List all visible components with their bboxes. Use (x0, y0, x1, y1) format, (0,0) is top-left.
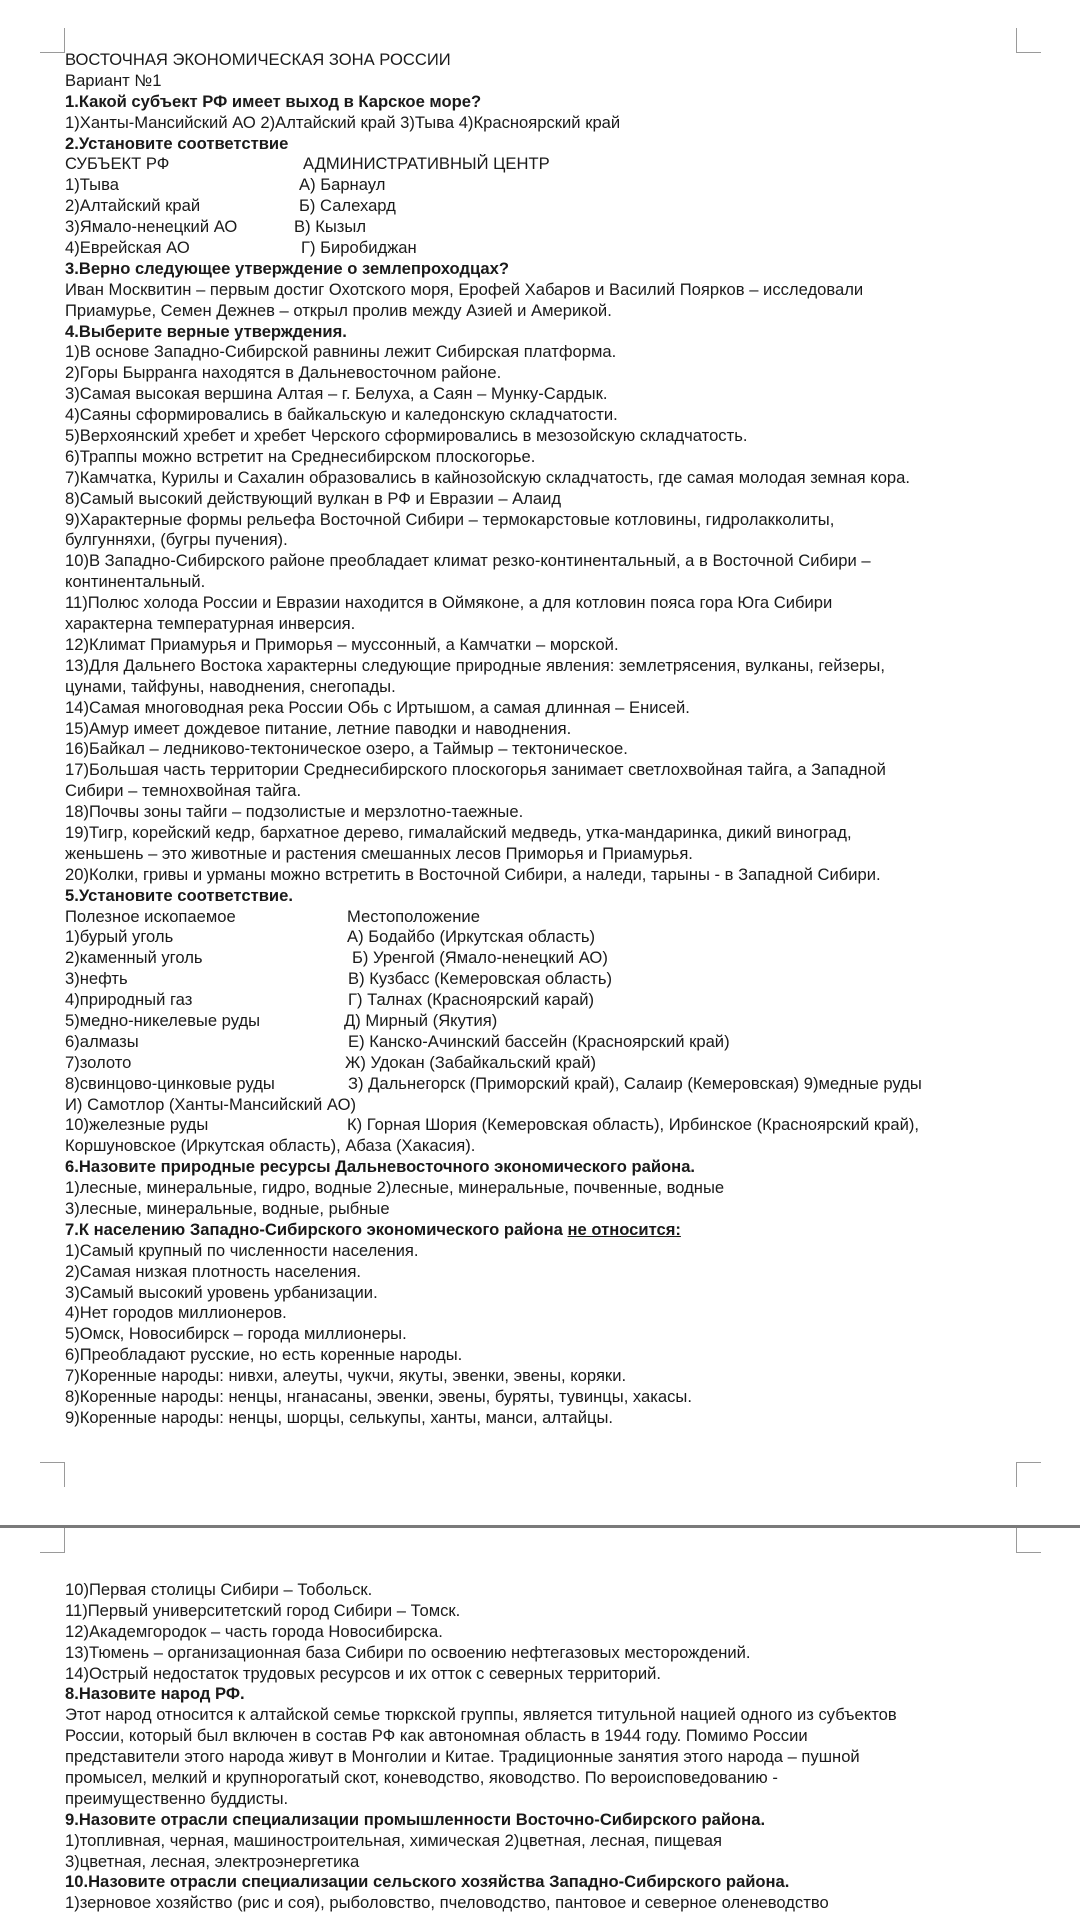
answer-option-line: 3)лесные, минеральные, водные, рыбные (65, 1198, 390, 1218)
answer-option-line: 1)лесные, минеральные, гидро, водные 2)лесные, минеральные, почвенные, водные (65, 1178, 725, 1198)
match-right: В) Кызыл (294, 217, 367, 237)
column-header-right: Местоположение (347, 906, 480, 926)
match-left: 1)Тыва (65, 175, 119, 195)
match-left: 2)Алтайский край (65, 196, 201, 216)
statement-line: 18)Почвы зоны тайги – подзолистые и мерзлотно-таежные. (65, 802, 524, 822)
statement-line: 11)Первый университетский город Сибири – Томск. (65, 1600, 461, 1620)
statement-line: 19)Тигр, корейский кедр, бархатное дерево, гималайский медведь, утка-мандаринка, дикий виноград, (65, 822, 852, 842)
match-right: Г) Талнах (Красноярский карай) (348, 990, 595, 1010)
column-header-right: АДМИНИСТРАТИВНЫЙ ЦЕНТР (303, 154, 550, 174)
question-8-heading: 8.Назовите народ РФ. (65, 1684, 245, 1704)
statement-line: женьшень – это животные и растения смешанных лесов Приморья и Приамурья. (65, 843, 693, 863)
question-3-text: Приамурье, Семен Дежнев – открыл пролив между Азией и Америкой. (65, 300, 612, 320)
match-right: Б) Уренгой (Ямало-ненецкий АО) (352, 948, 608, 968)
variant-label: Вариант №1 (65, 70, 162, 90)
statement-line: континентальный. (65, 572, 206, 592)
match-left: 4)природный газ (65, 990, 193, 1010)
match-row (65, 990, 1025, 1011)
question-9-heading: 9.Назовите отрасли специализации промышленности Восточно-Сибирского района. (65, 1809, 766, 1829)
statement-line: 17)Большая часть территории Среднесибирского плоскогорья занимает светлохвойная тайга, а Западной (65, 760, 886, 780)
statement-line: 13)Для Дальнего Востока характерны следующие природные явления: землетрясения, вулканы, гейзеры, (65, 655, 885, 675)
statement-line: Сибири – темнохвойная тайга. (65, 781, 302, 801)
question-3-text: Иван Москвитин – первым достиг Охотского моря, Ерофей Хабаров и Василий Поярков – исследовали (65, 279, 864, 299)
match-right: Д) Мирный (Якутия) (344, 1010, 498, 1030)
match-right: Б) Салехард (299, 196, 396, 216)
statement-line: 20)Колки, гривы и урманы можно встретить в Восточной Сибири, а наледи, тарыны - в Западной Сибири. (65, 864, 881, 884)
answer-option-line: 1)зерновое хозяйство (рис и соя), рыболовство, пчеловодство, пантовое и северное оленеводство (65, 1893, 829, 1913)
question-5-heading: 5.Установите соответствие. (65, 885, 293, 905)
match-row (65, 927, 1025, 948)
match-left: 1)бурый уголь (65, 927, 174, 947)
question-6-heading: 6.Назовите природные ресурсы Дальневосточного экономического района. (65, 1157, 696, 1177)
match-left: 7)золото (65, 1052, 132, 1072)
column-header-left: Полезное ископаемое (65, 906, 236, 926)
statement-line: 5)Омск, Новосибирск – города миллионеры. (65, 1324, 407, 1344)
match-right: А) Бодайбо (Иркутская область) (347, 927, 596, 947)
column-header-left: СУБЪЕКТ РФ (65, 154, 170, 174)
question-2-table-header (65, 154, 1025, 175)
statement-line: 3)Самый высокий уровень урбанизации. (65, 1282, 378, 1302)
match-row (65, 948, 1025, 969)
page-corner-mark (40, 28, 65, 53)
match-left: 3)нефть (65, 969, 128, 989)
statement-line: 10)Первая столицы Сибири – Тобольск. (65, 1580, 373, 1599)
statement-line: 11)Полюс холода России и Евразии находится в Оймяконе, а для котловин пояса гора Юга Сибири (65, 593, 833, 613)
question-2-heading: 2.Установите соответствие (65, 133, 289, 153)
question-10-heading: 10.Назовите отрасли специализации сельского хозяйства Западно-Сибирского района. (65, 1872, 790, 1892)
match-right: Г) Биробиджан (301, 238, 417, 258)
statement-line: 5)Верхоянский хребет и хребет Черского сформировались в мезозойскую складчатость. (65, 426, 748, 446)
statement-line: цунами, тайфуны, наводнения, снегопады. (65, 676, 396, 696)
statement-line: 16)Байкал – ледниково-тектоническое озеро, а Таймыр – тектоническое. (65, 739, 628, 759)
match-left: 5)медно-никелевые руды (65, 1010, 261, 1030)
statement-line: 8)Коренные народы: ненцы, нганасаны, эвенки, эвены, буряты, тувинцы, хакасы. (65, 1387, 692, 1406)
question-7-text: 7.К населению Западно-Сибирского экономического района (65, 1219, 568, 1239)
match-left: 6)алмазы (65, 1031, 139, 1051)
statement-line: булгунняхи, (бугры пучения). (65, 530, 288, 550)
match-right: В) Кузбасс (Кемеровская область) (348, 969, 613, 989)
question-5-table-header (65, 907, 1025, 928)
statement-line: 10)В Западно-Сибирского районе преобладает климат резко-континентальный, а в Восточной Сибири – (65, 551, 871, 571)
match-left: 8)свинцово-цинковые руды (65, 1073, 275, 1093)
question-8-text: Этот народ относится к алтайской семье тюркской группы, является титульной нацией одного из субъектов (65, 1705, 897, 1725)
answer-option-line: 1)топливная, черная, машиностроительная, химическая 2)цветная, лесная, пищевая (65, 1830, 722, 1850)
document-page-2 (0, 1528, 1080, 1920)
page-1-content (65, 50, 1025, 1429)
match-row (65, 1011, 1025, 1032)
match-row-continuation: И) Самотлор (Ханты-Мансийский АО) (65, 1094, 357, 1114)
question-1-heading: 1.Какой субъект РФ имеет выход в Карское море? (65, 91, 482, 111)
match-left: 3)Ямало-ненецкий АО (65, 217, 238, 237)
question-4-statements (65, 342, 1025, 885)
statement-line: 8)Самый высокий действующий вулкан в РФ и Евразии – Алаид (65, 488, 562, 508)
statement-line: характерна температурная инверсия. (65, 614, 356, 634)
statement-line: 13)Тюмень – организационная база Сибири по освоению нефтегазовых месторождений. (65, 1642, 751, 1662)
match-row-continuation: Коршуновское (Иркутская область), Абаза (Хакасия). (65, 1136, 476, 1156)
match-row (65, 196, 1025, 217)
statement-line: 2)Горы Бырранга находятся в Дальневосточном районе. (65, 363, 502, 383)
page-corner-mark (40, 1528, 65, 1553)
statement-line: 6)Траппы можно встретит на Среднесибирском плоскогорье. (65, 446, 536, 466)
match-right: К) Горная Шория (Кемеровская область), Ирбинское (Красноярский край), (347, 1115, 920, 1135)
statement-line: 3)Самая высокая вершина Алтая – г. Белуха, а Саян – Мунку-Сардык. (65, 384, 608, 404)
question-4-heading: 4.Выберите верные утверждения. (65, 321, 347, 341)
statement-line: 1)В основе Западно-Сибирской равнины лежит Сибирская платформа. (65, 342, 617, 362)
statement-line: 6)Преобладают русские, но есть коренные народы. (65, 1345, 463, 1365)
match-row (65, 1074, 1025, 1095)
question-3-heading: 3.Верно следующее утверждение о землепроходцах? (65, 258, 509, 278)
match-right: А) Барнаул (299, 175, 386, 195)
question-7-heading (65, 1220, 1025, 1241)
match-left: 2)каменный уголь (65, 948, 203, 968)
match-right: Ж) Удокан (Забайкальский край) (345, 1052, 597, 1072)
match-row (65, 238, 1025, 259)
match-right: З) Дальнегорск (Приморский край), Салаир (Кемеровская) 9)медные руды (348, 1073, 922, 1093)
statement-line: 14)Самая многоводная река России Обь с Иртышом, а самая длинная – Енисей. (65, 697, 690, 717)
question-8-text: России, который был включен в состав РФ как автономная область в 1944 году. Помимо России (65, 1726, 808, 1746)
statement-line: 14)Острый недостаток трудовых ресурсов и их отток с северных территорий. (65, 1663, 661, 1683)
statement-line: 12)Климат Приамурья и Приморья – муссонный, а Камчатки – морской. (65, 634, 619, 654)
page-corner-mark (40, 1462, 65, 1487)
match-row (65, 969, 1025, 990)
page-corner-mark (1016, 1462, 1041, 1487)
match-row (65, 175, 1025, 196)
match-row (65, 1115, 1025, 1136)
question-7-emphasis: не относится: (567, 1219, 681, 1239)
statement-line: 7)Коренные народы: нивхи, алеуты, чукчи, якуты, эвенки, эвены, коряки. (65, 1366, 627, 1386)
question-8-text: представители этого народа живут в Монголии и Китае. Традиционные занятия этого народа – пушной (65, 1747, 860, 1767)
match-right: Е) Канско-Ачинский бассейн (Красноярский край) (348, 1031, 730, 1051)
statement-line: 15)Амур имеет дождевое питание, летние паводки и наводнения. (65, 718, 572, 738)
document-title: ВОСТОЧНАЯ ЭКОНОМИЧЕСКАЯ ЗОНА РОССИИ (65, 50, 451, 69)
statement-line: 4)Саяны сформировались в байкальскую и каледонскую складчатости. (65, 405, 618, 425)
statement-line: 4)Нет городов миллионеров. (65, 1303, 287, 1323)
match-row (65, 217, 1025, 238)
page-2-content (65, 1580, 1025, 1914)
statement-line: 1)Самый крупный по численности населения. (65, 1240, 419, 1260)
question-8-text: промысел, мелкий и крупнорогатый скот, коневодство, яководство. По вероисповедованию - (65, 1768, 778, 1788)
statement-line: 9)Характерные формы рельефа Восточной Сибири – термокарстовые котловины, гидролакколиты, (65, 509, 835, 529)
statement-line: 12)Академгородок – часть города Новосибирска. (65, 1621, 443, 1641)
match-left: 10)железные руды (65, 1115, 209, 1135)
statement-line: 9)Коренные народы: ненцы, шорцы, селькупы, ханты, манси, алтайцы. (65, 1407, 614, 1427)
answer-option-line: 3)цветная, лесная, электроэнергетика (65, 1851, 360, 1871)
match-row (65, 1053, 1025, 1074)
question-1-options: 1)Ханты-Мансийский АО 2)Алтайский край 3)Тыва 4)Красноярский край (65, 112, 621, 132)
page-corner-mark (1016, 1528, 1041, 1553)
match-left: 4)Еврейская АО (65, 238, 190, 258)
question-8-text: преимущественно буддисты. (65, 1788, 289, 1808)
statement-line: 2)Самая низкая плотность населения. (65, 1261, 362, 1281)
statement-line: 7)Камчатка, Курилы и Сахалин образовались в кайнозойскую складчатость, где самая молодая земная кора. (65, 467, 911, 487)
match-row (65, 1032, 1025, 1053)
